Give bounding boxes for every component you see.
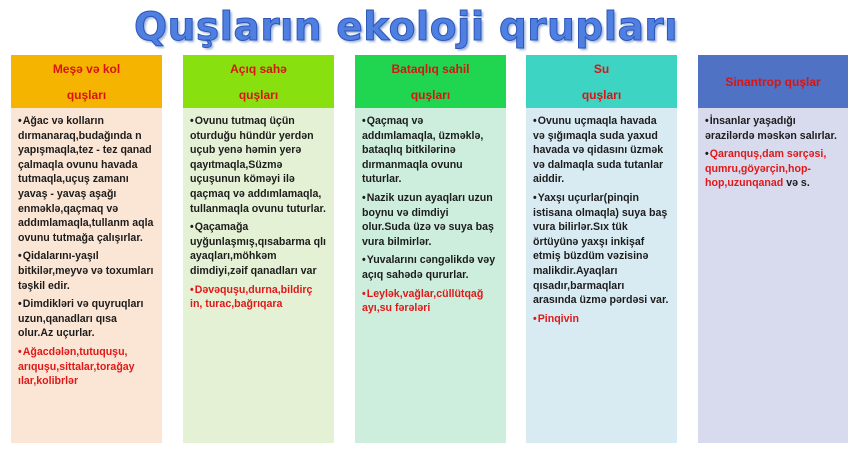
column-body xyxy=(355,108,506,443)
bullet-item: • Qaçmaq və addımlamaqla, üzməklə, bataqlıq bitkilərinə dırmanmaqla ovunu tuturlar. xyxy=(362,114,498,187)
column-header xyxy=(183,55,334,108)
examples-item xyxy=(705,147,840,191)
column-header xyxy=(355,55,506,108)
column-header xyxy=(11,55,162,108)
bullet-item: • Qidalarını-yaşıl bitkilər,meyvə və toxumları təşkil edir. xyxy=(18,249,154,293)
examples-item: • Ağacdələn,tutuquşu, arıquşu,sittalar,torağay ılar,kolibrlər xyxy=(18,345,154,389)
bullet-item: • Yaxşı uçurlar(pinqin istisana olmaqla) suya baş vura bilirlər.Sıx tük örtüyünə yaxşı inkişaf etmiş büzdüm vəzisinə malikdir.Ayaqları qısadır,barmaqları arasında üzmə pərdəsi var. xyxy=(533,191,669,308)
bullet-item: • Ovunu tutmaq üçün oturduğu hündür yerdən uçub yenə həmin yerə qayıtmaqla,Süzmə uçuşunun köməyi ilə qaçmaq və addımlamaqla, tullanmaqla ovunu tuturlar. xyxy=(190,114,326,216)
examples-item: • Pinqivin xyxy=(533,312,669,327)
bullet-item: • Dimdikləri və quyruqları uzun,qanadları qısa olur.Az uçurlar. xyxy=(18,297,154,341)
header-line2: quşları xyxy=(238,87,279,102)
header-line1: Su xyxy=(593,61,610,76)
page-title: Quşların ekoloji qrupları xyxy=(134,5,678,50)
examples-text: Qaranquş,dam sərçəsi, qumru,göyərçin,hop-hop,uzunqanad xyxy=(705,148,827,190)
header-line2: quşları xyxy=(581,87,622,102)
header-line1: Bataqlıq sahil xyxy=(391,61,470,76)
examples-item: • Dəvəquşu,durna,bildirç in, turac,bağrıqara xyxy=(190,283,326,312)
examples-suffix: və s. xyxy=(783,177,810,190)
bullet-item: • Nazik uzun ayaqları uzun boynu və dimdiyi olur.Suda üzə və suya baş vura bilmirlər. xyxy=(362,191,498,249)
header-line1: Meşə və kol xyxy=(52,61,121,76)
header-line2: quşları xyxy=(66,87,107,102)
header-line1: Açıq sahə xyxy=(230,61,287,76)
bullet-item: • Yuvalarını cəngəlikdə vəy açıq sahədə qururlar. xyxy=(362,253,498,282)
header-line2: quşları xyxy=(410,87,451,102)
bullet-item: • Ovunu uçmaqla havada və şığımaqla suda yaxud havada və qidasını üzmək və dalmaqla suda tutanlar aiddir. xyxy=(533,114,669,187)
column-body xyxy=(698,108,848,443)
examples-item: • Leylək,vağlar,cüllütqağ ayı,su fərələri xyxy=(362,287,498,316)
header-line1: Sinantrop quşlar xyxy=(725,74,821,89)
column-body xyxy=(183,108,334,443)
bullet-item: • İnsanlar yaşadığı ərazilərdə məskən salırlar. xyxy=(705,114,840,143)
column-header xyxy=(526,55,677,108)
bullet-item: • Ağac və kolların dırmanaraq,budağında n yapışmaqla,tez - tez qanad çalmaqla ovunu havada tutmaqla,uçuş zamanı yavaş - yavaş aşağı enməklə,qaçmaq və addımlamaqla,tullanm aqla ovunu tutmağa çalışırlar. xyxy=(18,114,154,245)
column-body xyxy=(11,108,162,443)
column-body xyxy=(526,108,677,443)
bullet-item: • Qaçamağa uyğunlaşmış,qısabarma qlı ayaqları,möhkəm dimdiyi,zəif qanadları var xyxy=(190,220,326,278)
column-header xyxy=(698,55,848,108)
